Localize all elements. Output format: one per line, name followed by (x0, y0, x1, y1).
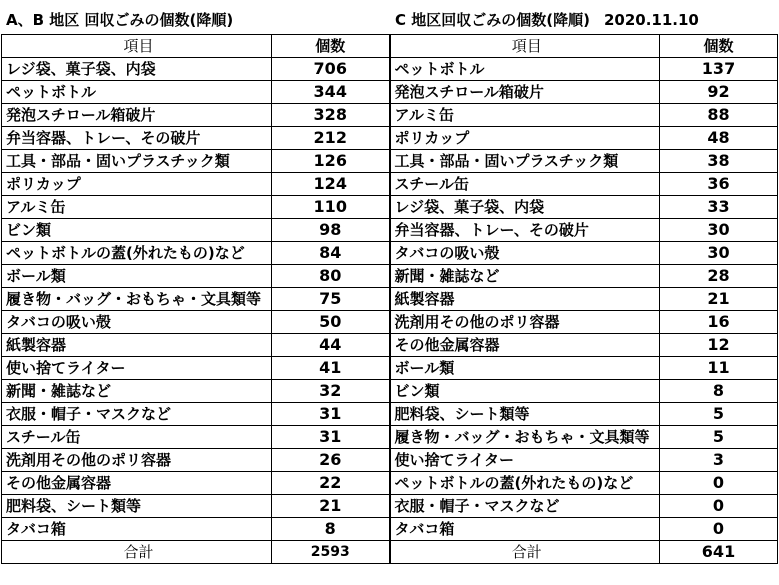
survey-date: 2020.11.10 (603, 11, 699, 29)
count-ab-cell: 26 (272, 449, 390, 472)
item-ab-cell: ビン類 (2, 219, 272, 242)
count-c-cell: 0 (660, 518, 778, 541)
table-row (2, 357, 778, 380)
header-row (2, 35, 778, 58)
item-c-cell: その他金属容器 (390, 334, 660, 357)
item-ab-cell: ポリカップ (2, 173, 272, 196)
item-c-cell: 洗剤用その他のポリ容器 (390, 311, 660, 334)
item-c-cell: 使い捨てライター (390, 449, 660, 472)
item-ab-cell: ペットボトル (2, 81, 272, 104)
table-body (2, 35, 778, 564)
item-ab-cell: スチール缶 (2, 426, 272, 449)
count-ab-cell: 21 (272, 495, 390, 518)
item-c-cell: ペットボトルの蓋(外れたもの)など (390, 472, 660, 495)
count-c-cell: 11 (660, 357, 778, 380)
count-c-cell: 33 (660, 196, 778, 219)
table-row (2, 380, 778, 403)
item-c-cell: ポリカップ (390, 127, 660, 150)
count-ab-cell: 75 (272, 288, 390, 311)
item-c-cell: 衣服・帽子・マスクなど (390, 495, 660, 518)
count-c-cell: 30 (660, 219, 778, 242)
item-ab-cell: 発泡スチロール箱破片 (2, 104, 272, 127)
item-ab-cell: 弁当容器、トレー、その破片 (2, 127, 272, 150)
item-c-cell: 肥料袋、シート類等 (390, 403, 660, 426)
count-c-cell: 0 (660, 495, 778, 518)
item-ab-cell: ボール類 (2, 265, 272, 288)
count-ab-cell: 124 (272, 173, 390, 196)
item-ab-cell: 履き物・バッグ・おもちゃ・文具類等 (2, 288, 272, 311)
count-ab-cell: 84 (272, 242, 390, 265)
table-row (2, 495, 778, 518)
header-item-ab: 項目 (2, 35, 272, 58)
item-c-cell: 新聞・雑誌など (390, 265, 660, 288)
count-ab-cell: 22 (272, 472, 390, 495)
item-ab-cell: タバコの吸い殻 (2, 311, 272, 334)
count-ab-cell: 8 (272, 518, 390, 541)
count-c-cell: 5 (660, 426, 778, 449)
table-row (2, 242, 778, 265)
total-count-c: 641 (660, 541, 778, 564)
count-ab-cell: 31 (272, 426, 390, 449)
header-item-c: 項目 (390, 35, 660, 58)
item-ab-cell: 肥料袋、シート類等 (2, 495, 272, 518)
count-ab-cell: 344 (272, 81, 390, 104)
count-c-cell: 28 (660, 265, 778, 288)
count-c-cell: 5 (660, 403, 778, 426)
item-ab-cell: 洗剤用その他のポリ容器 (2, 449, 272, 472)
header-count-c: 個数 (660, 35, 778, 58)
table-row (2, 219, 778, 242)
total-label-ab: 合計 (2, 541, 272, 564)
total-row (2, 541, 778, 564)
item-c-cell: 履き物・バッグ・おもちゃ・文具類等 (390, 426, 660, 449)
table-row (2, 150, 778, 173)
count-c-cell: 8 (660, 380, 778, 403)
garbage-count-table (1, 34, 778, 564)
item-c-cell: 弁当容器、トレー、その破片 (390, 219, 660, 242)
table-row (2, 472, 778, 495)
table-row (2, 104, 778, 127)
item-c-cell: 工具・部品・固いプラスチック類 (390, 150, 660, 173)
table-row (2, 288, 778, 311)
count-c-cell: 0 (660, 472, 778, 495)
table-row (2, 81, 778, 104)
count-ab-cell: 126 (272, 150, 390, 173)
header-count-ab: 個数 (272, 35, 390, 58)
count-c-cell: 38 (660, 150, 778, 173)
item-c-cell: ビン類 (390, 380, 660, 403)
right-table-title-group (395, 9, 699, 30)
count-ab-cell: 50 (272, 311, 390, 334)
count-ab-cell: 31 (272, 403, 390, 426)
item-ab-cell: その他金属容器 (2, 472, 272, 495)
table-row (2, 334, 778, 357)
item-c-cell: 紙製容器 (390, 288, 660, 311)
count-c-cell: 21 (660, 288, 778, 311)
count-c-cell: 137 (660, 58, 778, 81)
count-c-cell: 3 (660, 449, 778, 472)
item-ab-cell: 衣服・帽子・マスクなど (2, 403, 272, 426)
count-ab-cell: 328 (272, 104, 390, 127)
total-label-c: 合計 (390, 541, 660, 564)
table-row (2, 426, 778, 449)
title-row (0, 0, 779, 34)
count-ab-cell: 98 (272, 219, 390, 242)
right-table-title: C 地区回収ごみの個数(降順) (395, 11, 590, 29)
table-row (2, 449, 778, 472)
table-row (2, 311, 778, 334)
item-c-cell: アルミ缶 (390, 104, 660, 127)
count-c-cell: 12 (660, 334, 778, 357)
item-c-cell: タバコの吸い殻 (390, 242, 660, 265)
count-c-cell: 88 (660, 104, 778, 127)
count-c-cell: 36 (660, 173, 778, 196)
table-row (2, 173, 778, 196)
table-row (2, 58, 778, 81)
item-ab-cell: レジ袋、菓子袋、内袋 (2, 58, 272, 81)
count-ab-cell: 41 (272, 357, 390, 380)
table-row (2, 518, 778, 541)
count-ab-cell: 44 (272, 334, 390, 357)
item-ab-cell: タバコ箱 (2, 518, 272, 541)
count-ab-cell: 110 (272, 196, 390, 219)
count-ab-cell: 80 (272, 265, 390, 288)
count-c-cell: 30 (660, 242, 778, 265)
count-c-cell: 92 (660, 81, 778, 104)
count-ab-cell: 706 (272, 58, 390, 81)
count-c-cell: 48 (660, 127, 778, 150)
item-c-cell: ボール類 (390, 357, 660, 380)
table-row (2, 265, 778, 288)
item-ab-cell: 新聞・雑誌など (2, 380, 272, 403)
count-ab-cell: 212 (272, 127, 390, 150)
item-ab-cell: 工具・部品・固いプラスチック類 (2, 150, 272, 173)
left-table-title: A、B 地区 回収ごみの個数(降順) (6, 11, 234, 29)
item-ab-cell: 使い捨てライター (2, 357, 272, 380)
table-row (2, 403, 778, 426)
item-ab-cell: アルミ缶 (2, 196, 272, 219)
item-c-cell: スチール缶 (390, 173, 660, 196)
table-row (2, 127, 778, 150)
item-c-cell: ペットボトル (390, 58, 660, 81)
table-row (2, 196, 778, 219)
item-ab-cell: 紙製容器 (2, 334, 272, 357)
item-c-cell: タバコ箱 (390, 518, 660, 541)
total-count-ab: 2593 (272, 541, 390, 564)
count-c-cell: 16 (660, 311, 778, 334)
count-ab-cell: 32 (272, 380, 390, 403)
item-ab-cell: ペットボトルの蓋(外れたもの)など (2, 242, 272, 265)
item-c-cell: 発泡スチロール箱破片 (390, 81, 660, 104)
item-c-cell: レジ袋、菓子袋、内袋 (390, 196, 660, 219)
